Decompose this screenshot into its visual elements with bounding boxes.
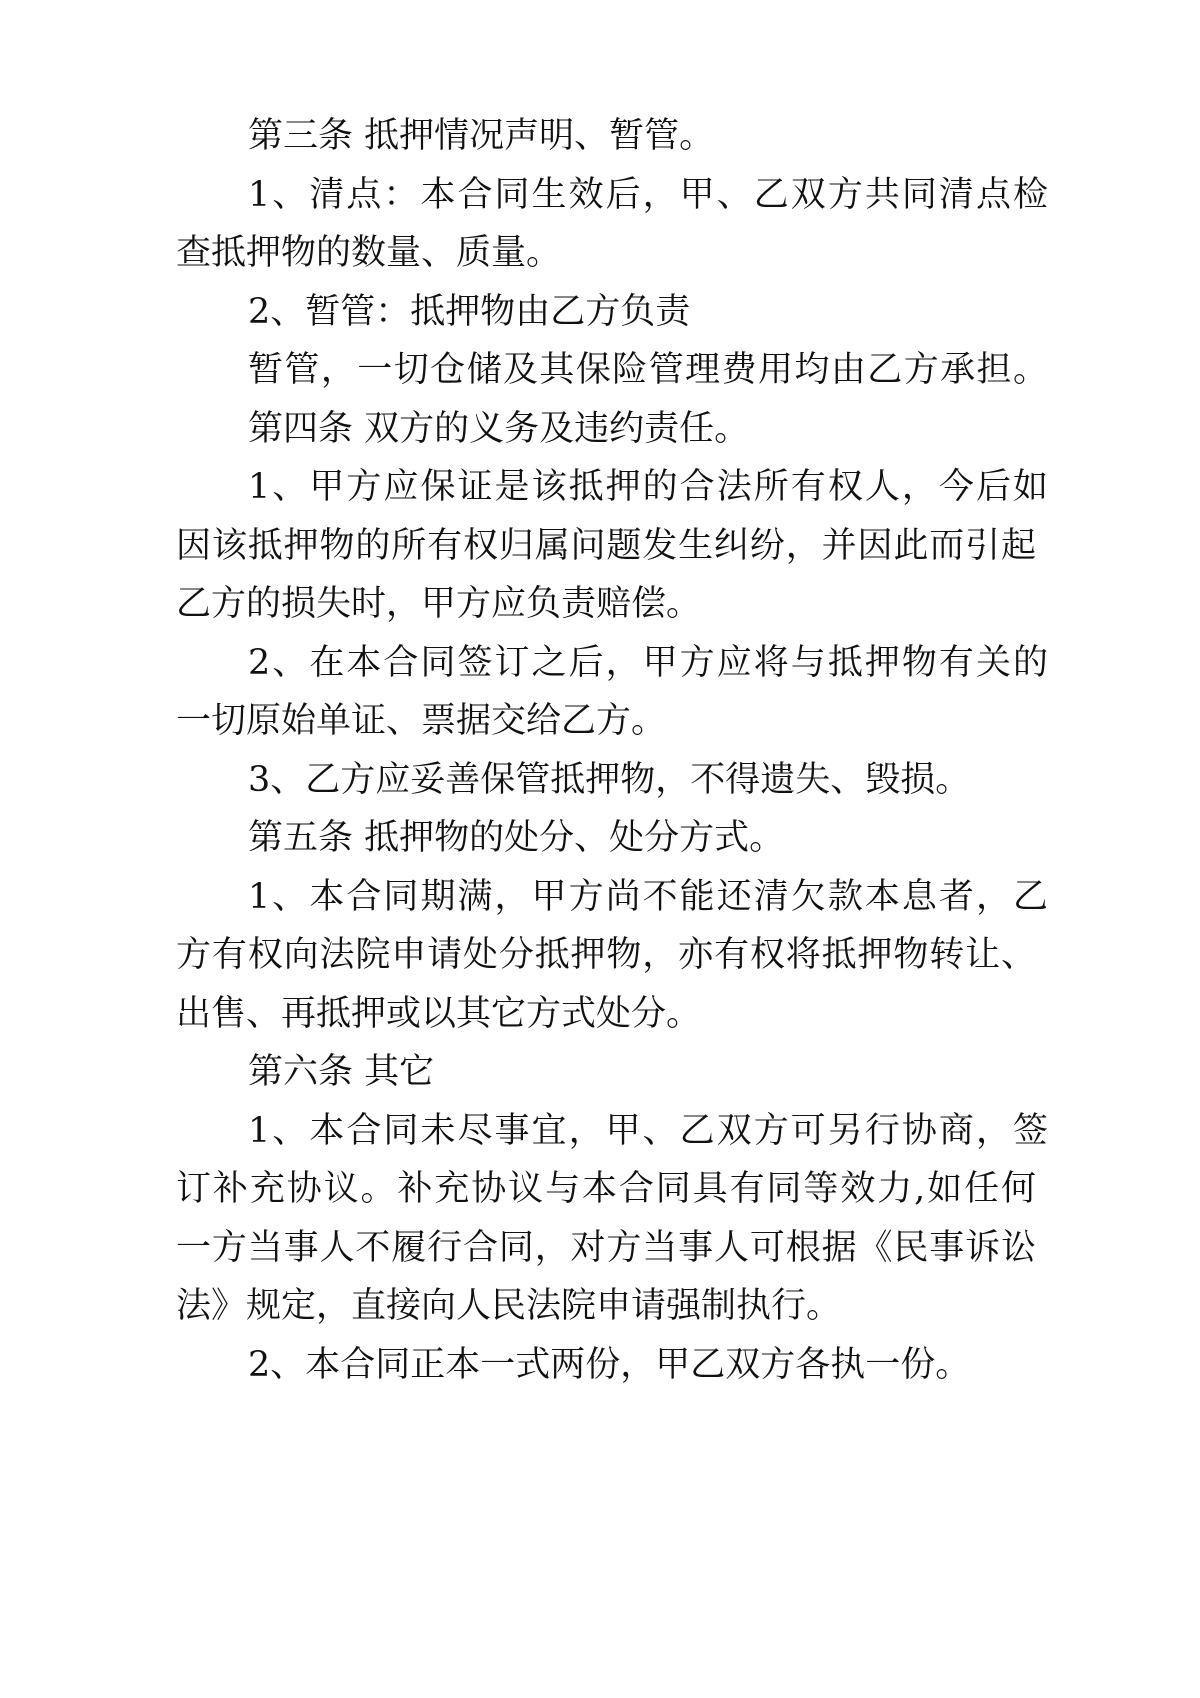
article-4-item-1-line-2: 因该抵押物的所有权归属问题发生纠纷，并因此而引起 — [176, 526, 1036, 566]
article-4-item-2-line-2: 一切原始单证、票据交给乙方。 — [176, 701, 667, 741]
article-4-item-1-line-1: 1、甲方应保证是该抵押的合法所有权人，今后如 — [248, 467, 1048, 507]
article-6-item-1-line-4: 法》规定，直接向人民法院申请强制执行。 — [176, 1286, 842, 1326]
article-6-item-1-line-3: 一方当事人不履行合同，对方当事人可根据《民事诉讼 — [176, 1228, 1036, 1268]
article-3-item-2-line-1: 2、暂管：抵押物由乙方负责 — [248, 292, 691, 332]
article-5-item-1-line-2: 方有权向法院申请处分抵押物，亦有权将抵押物转让、 — [176, 935, 1036, 975]
article-3-item-1-line-1: 1、清点：本合同生效后，甲、乙双方共同清点检 — [248, 175, 1048, 215]
article-4-item-1-line-3: 乙方的损失时，甲方应负责赔偿。 — [176, 584, 702, 624]
article-6-item-1-line-2: 订补充协议。补充协议与本合同具有同等效力,如任何 — [176, 1169, 1036, 1209]
article-4-item-2-line-1: 2、在本合同签订之后，甲方应将与抵押物有关的 — [248, 643, 1048, 683]
article-4-item-3: 3、乙方应妥善保管抵押物，不得遗失、毁损。 — [248, 760, 971, 800]
article-5-heading: 第五条 抵押物的处分、处分方式。 — [248, 818, 785, 858]
article-3-item-1-line-2: 查抵押物的数量、质量。 — [176, 233, 562, 273]
article-5-item-1-line-3: 出售、再抵押或以其它方式处分。 — [176, 994, 702, 1034]
article-4-heading: 第四条 双方的义务及违约责任。 — [248, 409, 750, 449]
article-5-item-1-line-1: 1、本合同期满，甲方尚不能还清欠款本息者，乙 — [248, 877, 1048, 917]
article-6-item-1-line-1: 1、本合同未尽事宜，甲、乙双方可另行协商，签 — [248, 1111, 1048, 1151]
article-6-item-2: 2、本合同正本一式两份，甲乙双方各执一份。 — [248, 1345, 971, 1385]
article-3-item-2-line-2: 暂管，一切仓储及其保险管理费用均由乙方承担。 — [248, 350, 1048, 390]
article-3-heading: 第三条 抵押情况声明、暂管。 — [248, 116, 715, 156]
article-6-heading: 第六条 其它 — [248, 1052, 435, 1092]
